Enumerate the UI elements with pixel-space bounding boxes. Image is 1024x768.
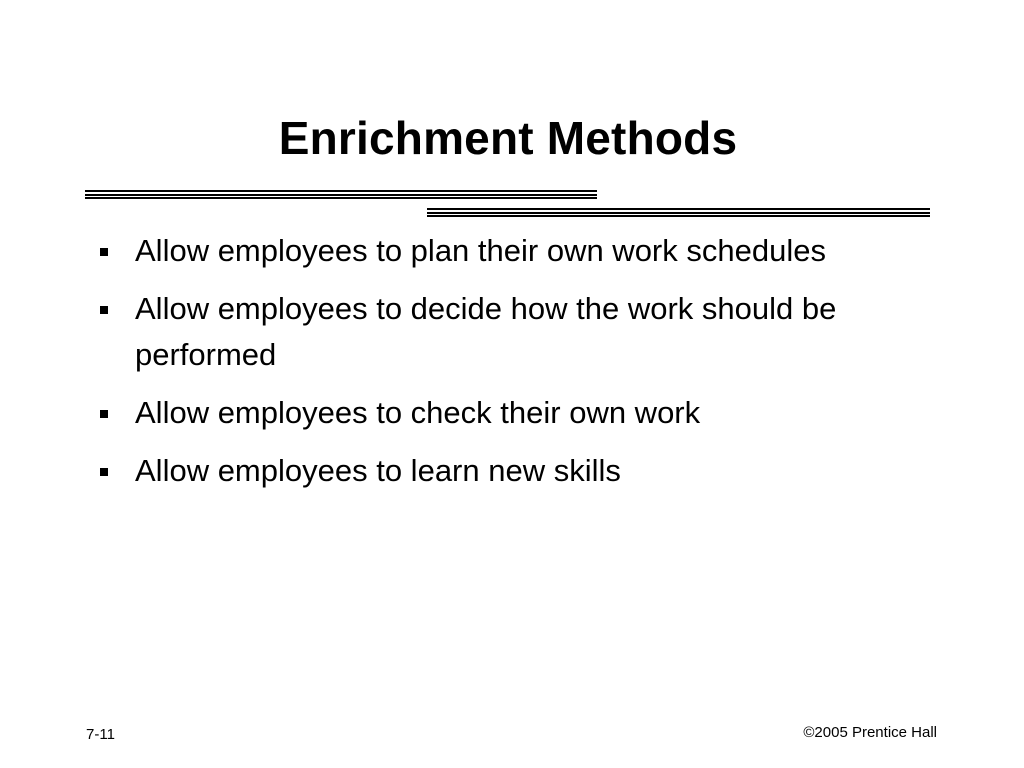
bullet-text: Allow employees to plan their own work schedules (135, 233, 826, 268)
slide-title: Enrichment Methods (278, 112, 738, 164)
bullet-text: Allow employees to decide how the work should be performed (135, 291, 837, 372)
bullet-item (97, 228, 897, 274)
bullet-item (97, 286, 897, 378)
title-divider-bottom (427, 208, 930, 217)
bullet-list (97, 228, 897, 506)
bullet-item (97, 390, 897, 436)
page-number: 7-11 (86, 726, 115, 743)
square-bullet-icon (100, 468, 108, 476)
bullet-text: Allow employees to check their own work (135, 395, 701, 430)
bullet-text: Allow employees to learn new skills (135, 453, 621, 488)
square-bullet-icon (100, 248, 108, 256)
bullet-item (97, 448, 897, 494)
square-bullet-icon (100, 410, 108, 418)
square-bullet-icon (100, 306, 108, 314)
copyright-notice: ©2005 Prentice Hall (803, 724, 937, 741)
title-divider-top (85, 190, 597, 199)
